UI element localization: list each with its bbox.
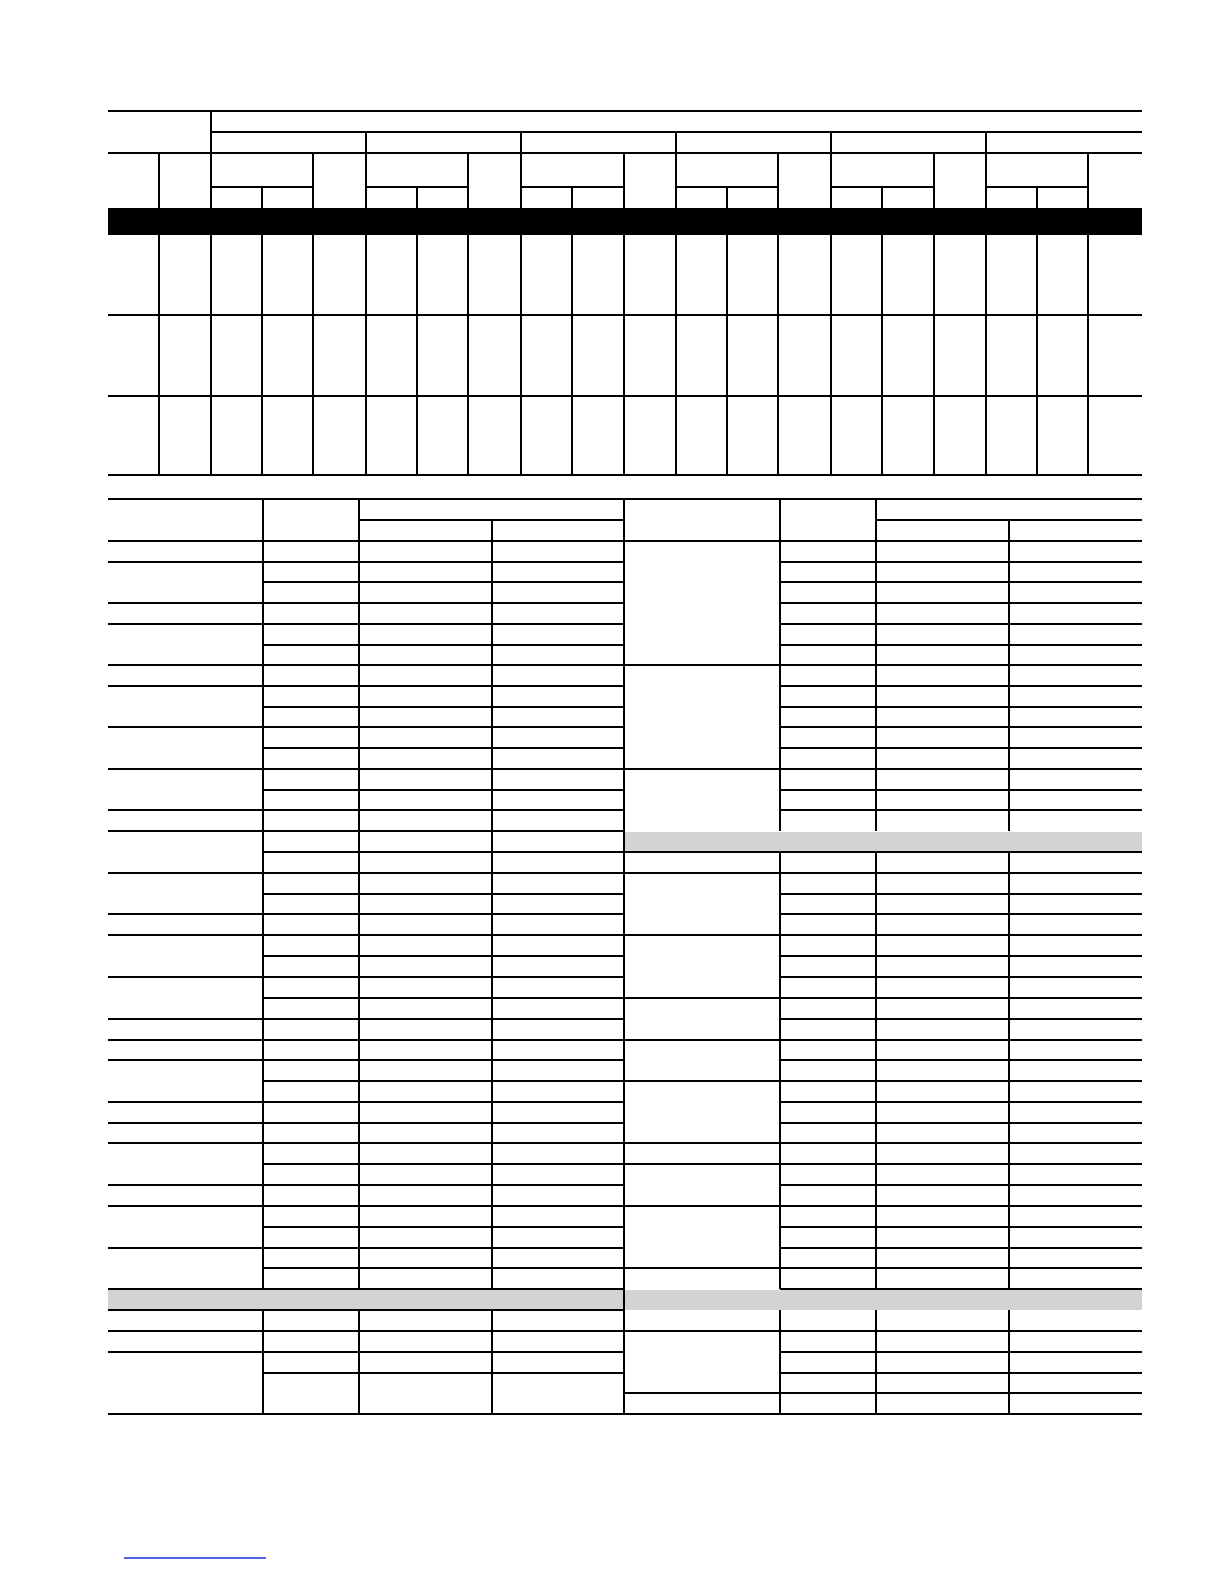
upper-table [108,111,1142,208]
shaded-band-left-bottom [108,1290,624,1310]
lower-table [108,499,1142,1414]
header-bar [108,208,1142,235]
shaded-band-right-bottom [625,1290,1142,1310]
shaded-band-right [625,832,1142,852]
upper-table-body [108,235,1142,475]
